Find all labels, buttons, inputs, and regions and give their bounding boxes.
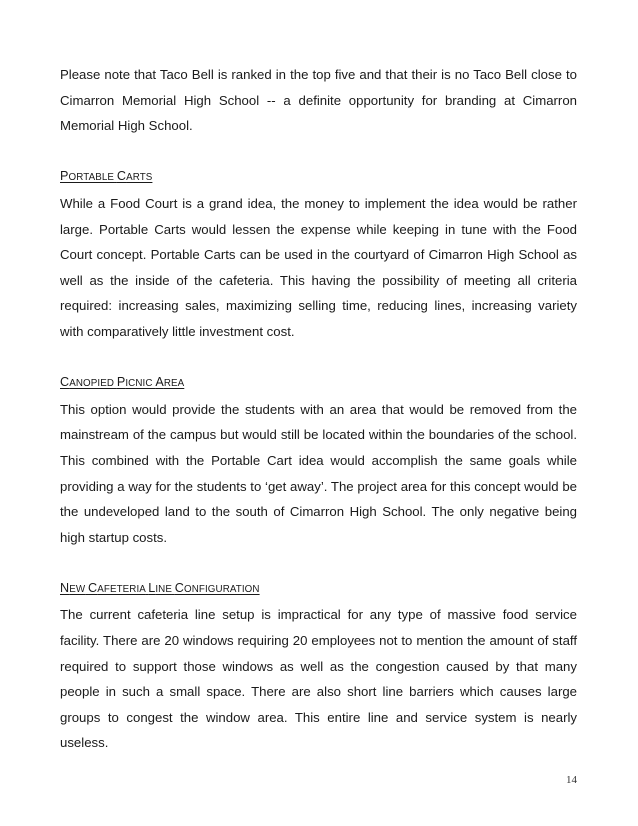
section-heading-canopied-picnic-area: CANOPIED PICNIC AREA	[60, 375, 185, 390]
paragraph-spacer	[60, 139, 577, 165]
paragraph-spacer	[60, 345, 577, 371]
canopied-picnic-area-paragraph: This option would provide the students with an area that would be removed from the mainstream of the campus but would still be located within the boundaries of the school. This combined with the Portable Cart idea would accomplish the same goals while providing a way for the students to ‘get away’. The project area for this concept would be the undeveloped land to the south of Cimarron High School. The only negative being high startup costs.	[60, 401, 577, 545]
paragraph-spacer	[60, 550, 577, 576]
document-page	[60, 62, 577, 756]
section-heading-new-cafeteria-line-configuration: NEW CAFETERIA LINE CONFIGURATION	[60, 580, 260, 595]
new-cafeteria-line-paragraph: The current cafeteria line setup is impractical for any type of massive food service facility. There are 20 windows requiring 20 employees not to mention the amount of staff required to support those windows as well as the congestion caused by that many people in such a small space. There are also short line barriers which causes large groups to congest the window area. This entire line and service system is nearly useless.	[60, 607, 577, 751]
page-number: 14	[566, 774, 577, 786]
intro-paragraph: Please note that Taco Bell is ranked in the top five and that their is no Taco Bell close to Cimarron Memorial High School -- a definite opportunity for branding at Cimarron Memorial High School.	[60, 67, 577, 134]
section-heading-portable-carts: PORTABLE CARTS	[60, 169, 153, 184]
portable-carts-paragraph: While a Food Court is a grand idea, the money to implement the idea would be rather large. Portable Carts would lessen the expense while keeping in tune with the Food Court concept. Portable Carts can be used in the courtyard of Cimarron High School as well as the inside of the cafeteria. This having the possibility of meeting all criteria required: increasing sales, maximizing selling time, reducing lines, increasing variety with comparatively little investment cost.	[60, 195, 577, 339]
